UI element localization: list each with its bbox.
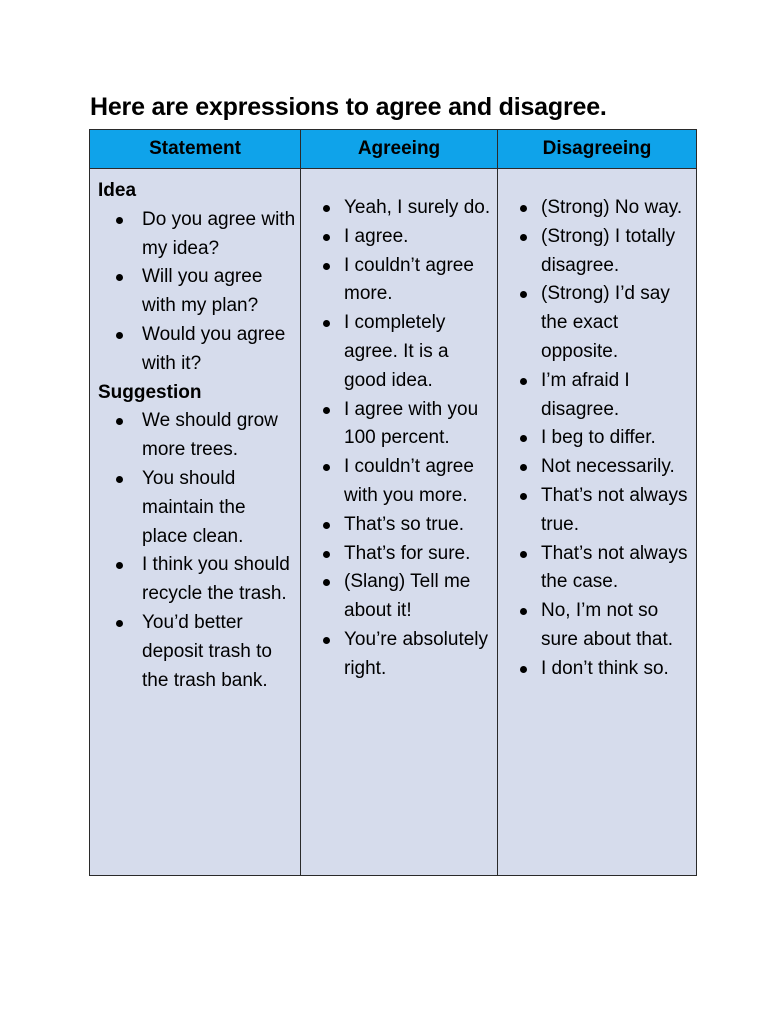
page-title: Here are expressions to agree and disagree. — [90, 93, 607, 121]
list-item-text: (Strong) I totally disagree. — [541, 225, 676, 276]
list-item-text: I beg to differ. — [541, 427, 656, 449]
list-item-text: Do you agree with my idea? — [142, 208, 296, 259]
disagreeing-list — [510, 194, 692, 684]
list-item-text: Yeah, I surely do. — [344, 197, 491, 218]
list-item — [313, 626, 493, 684]
bullet-icon — [520, 493, 527, 500]
list-item-text: I couldn’t agree with you more. — [344, 456, 474, 506]
list-item — [510, 540, 692, 598]
bullet-icon — [520, 435, 527, 442]
header-agreeing: Agreeing — [301, 130, 498, 169]
list-item — [510, 424, 692, 453]
list-item — [98, 609, 296, 695]
list-item — [313, 568, 493, 626]
group-heading-suggestion: Suggestion — [98, 381, 202, 403]
list-item-text: (Strong) I’d say the exact opposite. — [541, 283, 670, 362]
bullet-icon — [520, 666, 527, 673]
statement-column — [90, 169, 301, 876]
list-item — [98, 465, 296, 551]
bullet-icon — [323, 579, 330, 586]
bullet-icon — [323, 320, 330, 327]
list-item — [313, 453, 493, 511]
disagreeing-column — [498, 169, 697, 876]
bullet-icon — [323, 464, 330, 471]
group-heading-idea: Idea — [98, 180, 137, 201]
header-statement: Statement — [90, 130, 301, 169]
bullet-icon — [116, 562, 123, 569]
bullet-icon — [323, 263, 330, 270]
list-item — [313, 252, 493, 310]
list-item — [510, 280, 692, 366]
list-item-text: Would you agree with it? — [142, 323, 286, 374]
list-item — [98, 407, 296, 465]
bullet-icon — [116, 476, 123, 483]
bullet-icon — [116, 418, 123, 425]
list-item — [313, 396, 493, 454]
list-item — [313, 223, 493, 252]
list-item-text: I agree with you 100 percent. — [344, 398, 479, 449]
list-item-text: Will you agree with my plan? — [142, 266, 263, 317]
list-item-text: That’s not always true. — [541, 484, 688, 535]
list-item — [510, 453, 692, 482]
list-item-text: No, I’m not so sure about that. — [541, 600, 674, 650]
list-item — [98, 263, 296, 321]
agreeing-list — [313, 194, 493, 684]
list-item-text: That’s for sure. — [344, 542, 471, 564]
list-item-text: You should maintain the place clean. — [142, 467, 246, 547]
list-item — [98, 206, 296, 264]
list-item-text: I agree. — [344, 225, 409, 247]
list-item-text: That’s not always the case. — [541, 542, 688, 593]
list-item — [510, 367, 692, 425]
list-item-text: Not necessarily. — [541, 456, 675, 478]
list-item-text: You’d better deposit trash to the trash bank. — [142, 611, 272, 691]
list-item — [313, 309, 493, 395]
bullet-icon — [323, 522, 330, 529]
bullet-icon — [116, 332, 123, 339]
list-item-text: I couldn’t agree more. — [344, 254, 474, 305]
bullet-icon — [116, 274, 123, 281]
bullet-icon — [116, 217, 123, 224]
bullet-icon — [520, 205, 527, 212]
bullet-icon — [323, 205, 330, 212]
bullet-icon — [116, 620, 123, 627]
table-header-row — [90, 130, 697, 169]
list-item-text: I think you should recycle the trash. — [142, 554, 290, 605]
bullet-icon — [520, 234, 527, 241]
list-item-text: You’re absolutely right. — [344, 628, 489, 679]
list-item-text: I don’t think so. — [541, 657, 669, 679]
list-item-text: I’m afraid I disagree. — [541, 369, 630, 420]
list-item — [510, 482, 692, 540]
table-body-row — [90, 169, 697, 876]
list-item — [510, 223, 692, 281]
list-item — [510, 597, 692, 655]
bullet-icon — [323, 234, 330, 241]
suggestion-list — [98, 407, 296, 695]
bullet-icon — [520, 291, 527, 298]
list-item-text: (Slang) Tell me about it! — [344, 571, 471, 622]
bullet-icon — [323, 551, 330, 558]
list-item — [313, 511, 493, 540]
list-item — [313, 540, 493, 569]
list-item-text: We should grow more trees. — [142, 410, 278, 461]
agreeing-column — [301, 169, 498, 876]
bullet-icon — [520, 551, 527, 558]
bullet-icon — [520, 464, 527, 471]
list-item-text: That’s so true. — [344, 513, 465, 535]
list-item — [510, 655, 692, 684]
header-disagreeing: Disagreeing — [498, 130, 697, 169]
bullet-icon — [520, 608, 527, 615]
list-item — [98, 321, 296, 379]
expressions-table — [89, 129, 697, 876]
bullet-icon — [520, 378, 527, 385]
list-item-text: (Strong) No way. — [541, 197, 683, 218]
list-item-text: I completely agree. It is a good idea. — [344, 312, 449, 391]
list-item — [313, 194, 493, 223]
bullet-icon — [323, 407, 330, 414]
bullet-icon — [323, 637, 330, 644]
list-item — [98, 551, 296, 609]
list-item — [510, 194, 692, 223]
idea-list — [98, 206, 296, 379]
